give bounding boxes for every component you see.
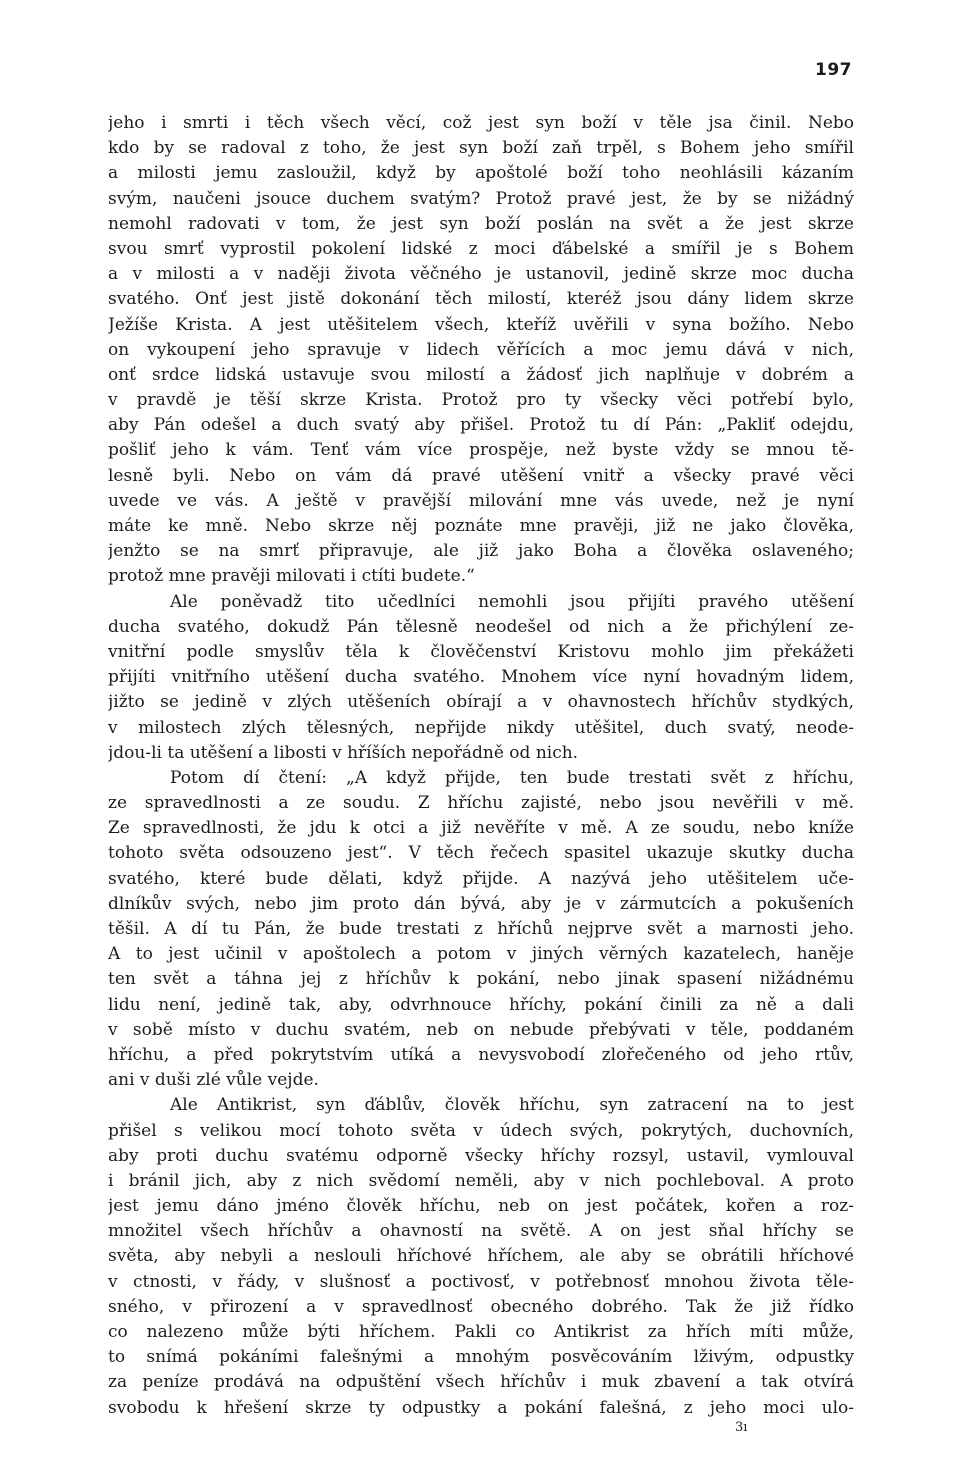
text-line: svým, naučeni jsouce duchem svatým? Protož pravé jest, že by se nižádný xyxy=(108,188,854,209)
text-line: jižto se jedině v zlých utěšeních obírají a v ohavnostech hříchův stydkých, xyxy=(108,692,854,713)
text-line: ten svět a táhna jej z hříchův k pokání, nebo jinak spasení nižádnému xyxy=(108,969,854,990)
text-line: uvede ve vás. A ještě v pravější milování mne vás uvede, než je nyní xyxy=(108,490,854,511)
text-line: lesně byli. Nebo on vám dá pravé utěšení vnitř a všecky pravé věci xyxy=(108,465,854,486)
text-line: on vykoupení jeho spravuje v lidech věřících a moc jemu dává v nich, xyxy=(108,339,854,360)
text-line: těšil. A dí tu Pán, že bude trestati z hříchů nejprve svět a marnosti jeho. xyxy=(108,919,854,939)
body-text xyxy=(108,111,854,1421)
page-number: 197 xyxy=(815,60,852,80)
text-line: lidu není, jedině tak, aby, odvrhnouce hříchy, pokání činili za ně a dali xyxy=(108,994,854,1015)
text-line: a milosti jemu zasloužil, když by apoštolé boží toho neohlásili kázaním xyxy=(108,163,854,184)
text-line: svou smrť vyprostil pokolení lidské z moci ďábelské a smířil je s Bohem xyxy=(108,238,854,259)
text-line: přišel s velikou mocí tohoto světa v údech svých, pokrytých, duchovních, xyxy=(108,1120,854,1141)
text-line: Ale Antikrist, syn ďáblův, člověk hříchu, syn zatracení na to jest xyxy=(170,1095,854,1116)
text-line: jeho i smrti i těch všech věcí, což jest syn boží v těle jsa činil. Nebo xyxy=(108,113,854,133)
text-line: množitel všech hříchův a ohavností na světě. A on jest sňal hříchy se xyxy=(108,1221,854,1242)
text-line: Ze spravedlnosti, že jdu k otci a již nevěříte v mě. A ze soudu, nebo kníže xyxy=(108,818,854,839)
text-line: ducha svatého, dokudž Pán tělesně neodešel od nich a že přichýlení ze- xyxy=(108,616,854,637)
text-line: tohoto světa odsouzeno jest“. V těch řečech spasitel ukazuje skutky ducha xyxy=(108,843,854,864)
text-line: svatého, které bude dělati, když přijde. A nazývá jeho utěšitelem uče- xyxy=(108,868,854,889)
text-line: sného, v přirození a v spravedlnosť obecného dobrého. Tak že již řídko xyxy=(108,1296,854,1317)
text-line: A to jest učinil v apoštolech a potom v jiných věrných kazatelech, haněje xyxy=(108,944,854,965)
text-line: jdou-li ta utěšení a libosti v hříších nepořádně od nich. xyxy=(108,742,579,763)
text-line: v milostech zlých tělesných, nepřijde nikdy utěšitel, duch svatý, neode- xyxy=(108,717,854,738)
text-line: vnitřní podle smyslův těla k člověčenství Kristovu mohlo jim překážeti xyxy=(108,641,854,662)
text-line: kdo by se radoval z toho, že jest syn boží zaň trpěl, s Bohem jeho smířil xyxy=(108,138,854,159)
text-line: ani v duši zlé vůle vejde. xyxy=(108,1070,319,1091)
text-line: svatého. Onť jest jistě dokonání těch milostí, kteréž jsou dány lidem skrze xyxy=(108,289,854,310)
text-line: aby proti duchu svatému odporně všecky hříchy rozsyl, ustavil, vymlouval xyxy=(108,1145,854,1166)
text-line: jenžto se na smrť připravuje, ale již jako Boha a člověka oslaveného; xyxy=(108,541,854,562)
text-line: přijíti vnitřního utěšení ducha svatého. Mnohem více nyní hovadným lidem, xyxy=(108,667,854,688)
text-line: nemohl radovati v tom, že jest syn boží poslán na svět a že jest skrze xyxy=(108,213,854,234)
text-line: protož mne pravěji milovati i ctíti budete.“ xyxy=(108,566,475,587)
text-line: světa, aby nebyli a neslouli hříchové hříchem, ale aby se obrátili hříchové xyxy=(108,1246,854,1267)
text-line: pošliť jeho k vám. Tenť vám více prospěje, než byste vždy se mnou tě- xyxy=(108,440,854,461)
text-line: Potom dí čtení: „A když přijde, ten bude trestati svět z hříchu, xyxy=(170,767,854,788)
text-line: v sobě místo v duchu svatém, neb on nebude přebývati v těle, poddaném xyxy=(108,1019,854,1040)
text-line: dlníkův svých, nebo jim proto dán bývá, aby je v zármutcích a pokušeních xyxy=(108,893,854,914)
text-line: ze spravedlnosti a ze soudu. Z hříchu zajisté, nebo jsou nevěřili v mě. xyxy=(108,793,854,814)
text-line: v ctnosti, v řády, v slušnosť a poctivosť, v potřebnosť mnohou života těle- xyxy=(108,1271,854,1292)
text-line: i bránil jich, aby z nich svědomí neměli, aby v nich pochleboval. A proto xyxy=(108,1170,854,1191)
text-line: to snímá pokáními falešnými a mnohým posvěcováním lživým, odpustky xyxy=(108,1347,854,1368)
text-line: co nalezeno může býti hříchem. Pakli co Antikrist za hřích míti může, xyxy=(108,1322,854,1342)
text-line: hříchu, a před pokrytstvím utíká a nevysvobodí zlořečeného od jeho rtův, xyxy=(108,1044,854,1065)
text-line: máte ke mně. Nebo skrze něj poznáte mne pravěji, již ne jako člověka, xyxy=(108,516,854,536)
text-line: jest jemu dáno jméno člověk hříchu, neb on jest počátek, kořen a roz- xyxy=(108,1196,854,1217)
text-line: za peníze prodává na odpuštění všech hříchův i muk zbavení a tak otvírá xyxy=(108,1372,854,1393)
text-line: svobodu k hřešení skrze ty odpustky a pokání falešná, z jeho moci ulo- xyxy=(108,1397,854,1418)
text-line: Ježíše Krista. A jest utěšitelem všech, kteříž uvěřili v syna božího. Nebo xyxy=(108,314,854,335)
text-line: a v milosti a v naději života věčného je ustanovil, jedině skrze moc ducha xyxy=(108,264,854,285)
text-line: v pravdě je těší skrze Krista. Protož pro ty všecky věci potřebí bylo, xyxy=(108,390,854,411)
text-line: aby Pán odešel a duch svatý aby přišel. Protož tu dí Pán: „Pakliť odejdu, xyxy=(108,415,854,436)
text-line: Ale poněvadž tito učedlníci nemohli jsou přijíti pravého utěšení xyxy=(170,591,854,612)
text-line: onť srdce lidská ustavuje svou milostí a žádosť jich naplňuje v dobrém a xyxy=(108,364,854,385)
signature-mark: 3ı xyxy=(735,1420,748,1435)
